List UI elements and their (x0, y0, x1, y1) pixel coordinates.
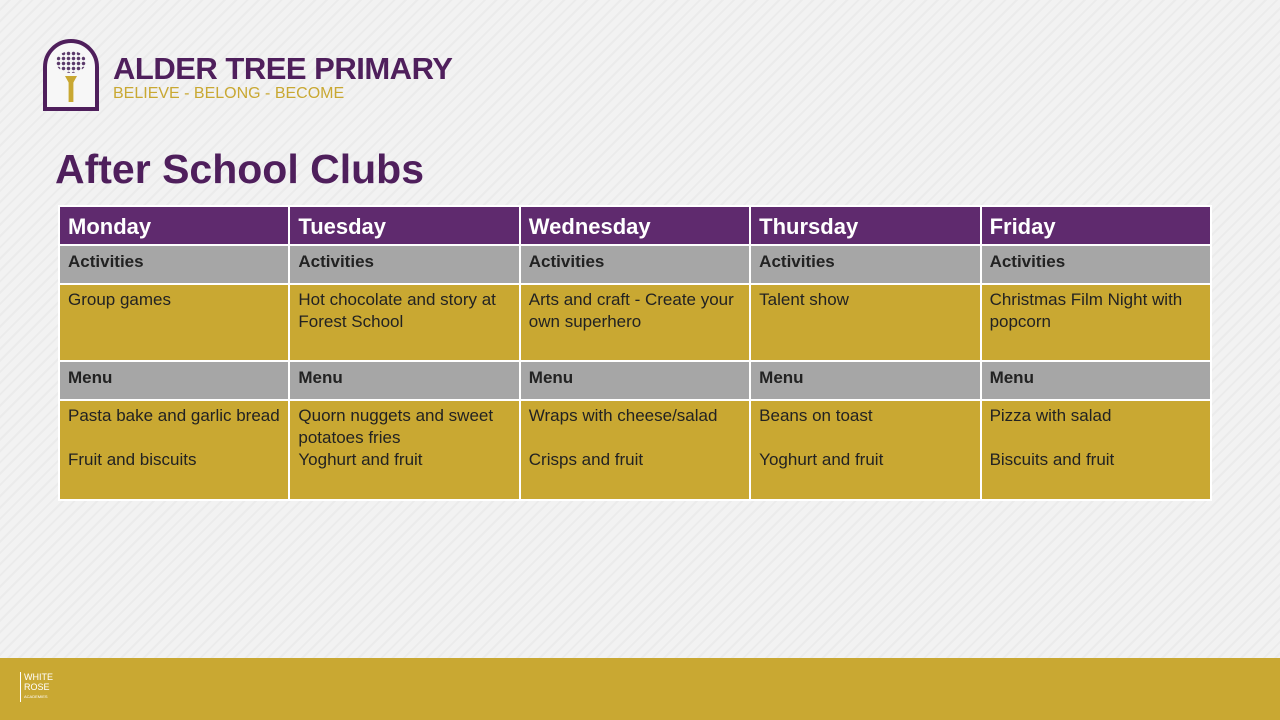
menu-cell (289, 400, 519, 500)
menu-cell (981, 400, 1211, 500)
activities-label-row (59, 245, 1211, 284)
day-header: Thursday (750, 206, 980, 245)
menu-row (59, 400, 1211, 500)
menu-label: Menu (59, 361, 289, 400)
menu-dessert: Crisps and fruit (528, 450, 644, 469)
activities-label: Activities (59, 245, 289, 284)
activity-cell: Talent show (750, 284, 980, 361)
white-rose-logo (20, 672, 53, 702)
school-tagline: BELIEVE - BELONG - BECOME (113, 85, 345, 102)
school-logo (43, 39, 452, 111)
menu-main: Pasta bake and garlic bread (68, 406, 280, 425)
menu-main: Quorn nuggets and sweet potatoes fries (298, 406, 494, 447)
activity-cell: Christmas Film Night with popcorn (981, 284, 1211, 361)
menu-main: Beans on toast (759, 406, 873, 425)
day-header: Wednesday (520, 206, 750, 245)
logo-line: WHITE (24, 672, 53, 682)
day-header-row (59, 206, 1211, 245)
menu-dessert: Yoghurt and fruit (298, 450, 423, 469)
logo-line: ROSE (24, 682, 50, 692)
activities-label: Activities (520, 245, 750, 284)
menu-label: Menu (750, 361, 980, 400)
menu-label: Menu (520, 361, 750, 400)
activities-label: Activities (289, 245, 519, 284)
day-header: Monday (59, 206, 289, 245)
menu-main: Wraps with cheese/salad (528, 406, 718, 425)
activity-cell: Group games (59, 284, 289, 361)
menu-cell (750, 400, 980, 500)
activity-cell: Hot chocolate and story at Forest School (289, 284, 519, 361)
activities-label: Activities (981, 245, 1211, 284)
menu-label: Menu (981, 361, 1211, 400)
menu-label-row (59, 361, 1211, 400)
activities-label: Activities (750, 245, 980, 284)
menu-dessert: Fruit and biscuits (68, 450, 197, 469)
menu-label: Menu (289, 361, 519, 400)
activity-cell: Arts and craft - Create your own superhero (520, 284, 750, 361)
logo-line: ACADEMIES (24, 694, 48, 699)
tree-arch-icon (43, 39, 99, 111)
menu-dessert: Yoghurt and fruit (759, 450, 884, 469)
activities-row (59, 284, 1211, 361)
menu-dessert: Biscuits and fruit (989, 450, 1115, 469)
menu-cell (520, 400, 750, 500)
clubs-table (58, 205, 1212, 501)
day-header: Tuesday (289, 206, 519, 245)
school-name: ALDER TREE PRIMARY (113, 51, 453, 86)
menu-cell (59, 400, 289, 500)
page-title: After School Clubs (55, 146, 425, 192)
footer-bar (0, 658, 1280, 720)
menu-main: Pizza with salad (989, 406, 1112, 425)
day-header: Friday (981, 206, 1211, 245)
